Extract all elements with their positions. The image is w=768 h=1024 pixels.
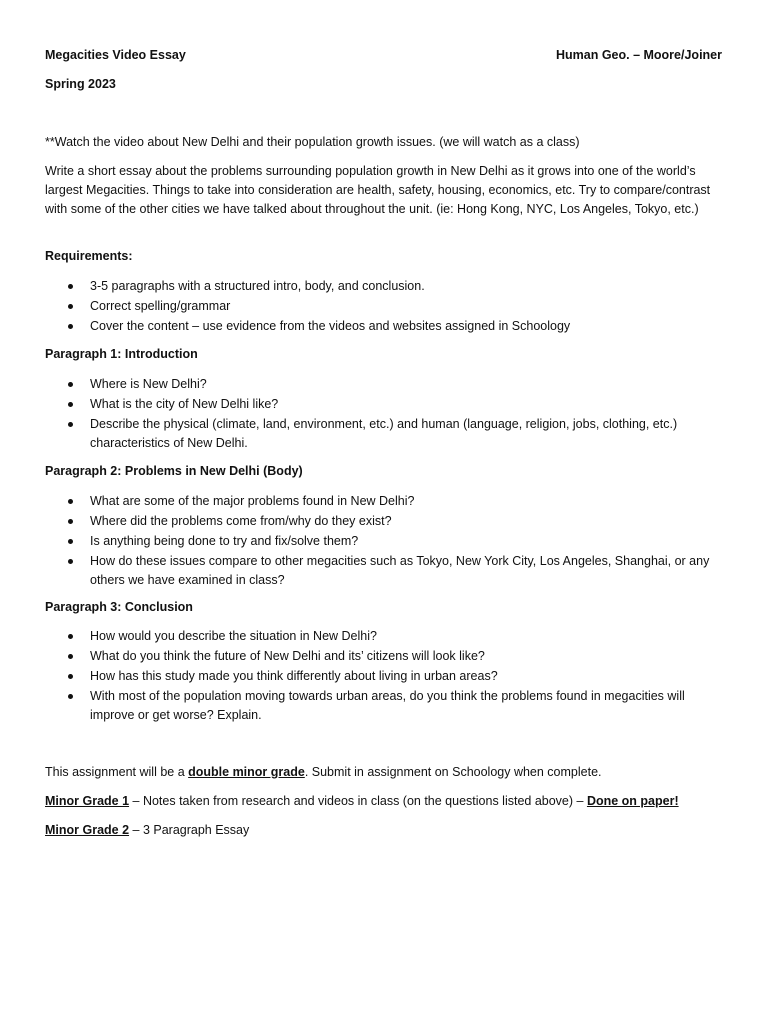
term-label: Spring 2023 — [45, 77, 116, 91]
paragraph3-list — [45, 627, 722, 726]
paragraph2-list — [45, 492, 722, 591]
bullet-icon — [68, 402, 73, 407]
minor-grade-1-label: Minor Grade 1 — [45, 794, 130, 808]
requirements-heading: Requirements: — [45, 249, 133, 263]
double-minor-grade-emphasis: double minor grade — [188, 765, 305, 779]
list-item: What do you think the future of New Delhi and its’ citizens will look like? — [45, 647, 722, 666]
essay-prompt: Write a short essay about the problems surrounding population growth in New Delhi as it grows into one of the world’s largest Megacities. Things to take into consideration are health, safety, housing, economics, etc. Try to compare/contrast with some of the other cities we have talked about throughout the unit. (ie: Hong Kong, NYC, Los Angeles, Tokyo, etc.) — [45, 164, 711, 216]
bullet-icon — [68, 694, 73, 699]
list-item: Is anything being done to try and fix/solve them? — [45, 532, 722, 551]
paragraph1-list — [45, 375, 722, 454]
bullet-icon — [68, 304, 73, 309]
bullet-icon — [68, 324, 73, 329]
assignment-note: This assignment will be a double minor grade. Submit in assignment on Schoology when complete. — [45, 765, 602, 779]
bullet-icon — [68, 559, 73, 564]
list-item: What are some of the major problems found in New Delhi? — [45, 492, 722, 511]
list-item: Correct spelling/grammar — [45, 297, 722, 316]
bullet-icon — [68, 422, 73, 427]
bullet-icon — [68, 654, 73, 659]
watch-note: **Watch the video about New Delhi and their population growth issues. (we will watch as a class) — [45, 135, 580, 149]
list-item: Describe the physical (climate, land, environment, etc.) and human (language, religion, jobs, clothing, etc.) characteristics of New Delhi. — [45, 415, 722, 453]
bullet-icon — [68, 539, 73, 544]
list-item: How has this study made you think differently about living in urban areas? — [45, 667, 722, 686]
paragraph2-heading: Paragraph 2: Problems in New Delhi (Body) — [45, 464, 303, 478]
minor-grade-2: Minor Grade 2 – 3 Paragraph Essay — [45, 823, 250, 837]
bullet-icon — [68, 284, 73, 289]
header-row — [45, 46, 722, 65]
list-item: Where did the problems come from/why do they exist? — [45, 512, 722, 531]
list-item: Where is New Delhi? — [45, 375, 722, 394]
minor-grade-2-label: Minor Grade 2 — [45, 823, 130, 837]
paragraph3-heading: Paragraph 3: Conclusion — [45, 600, 193, 614]
requirements-list — [45, 277, 722, 337]
bullet-icon — [68, 674, 73, 679]
bullet-icon — [68, 382, 73, 387]
list-item: Cover the content – use evidence from the videos and websites assigned in Schoology — [45, 317, 722, 336]
bullet-icon — [68, 634, 73, 639]
list-item: What is the city of New Delhi like? — [45, 395, 722, 414]
document-title: Megacities Video Essay — [45, 48, 186, 62]
bullet-icon — [68, 519, 73, 524]
list-item: With most of the population moving towards urban areas, do you think the problems found in megacities will improve or get worse? Explain. — [45, 687, 722, 725]
list-item: 3-5 paragraphs with a structured intro, body, and conclusion. — [45, 277, 722, 296]
paragraph1-heading: Paragraph 1: Introduction — [45, 347, 198, 361]
list-item: How would you describe the situation in New Delhi? — [45, 627, 722, 646]
minor-grade-1: Minor Grade 1 – Notes taken from research and videos in class (on the questions listed above) – Done on paper! — [45, 794, 679, 808]
done-on-paper-emphasis: Done on paper! — [586, 794, 679, 808]
list-item: How do these issues compare to other megacities such as Tokyo, New York City, Los Angeles, Shanghai, or any others we have examined in class? — [45, 552, 722, 590]
course-name: Human Geo. – Moore/Joiner — [555, 48, 722, 62]
bullet-icon — [68, 499, 73, 504]
